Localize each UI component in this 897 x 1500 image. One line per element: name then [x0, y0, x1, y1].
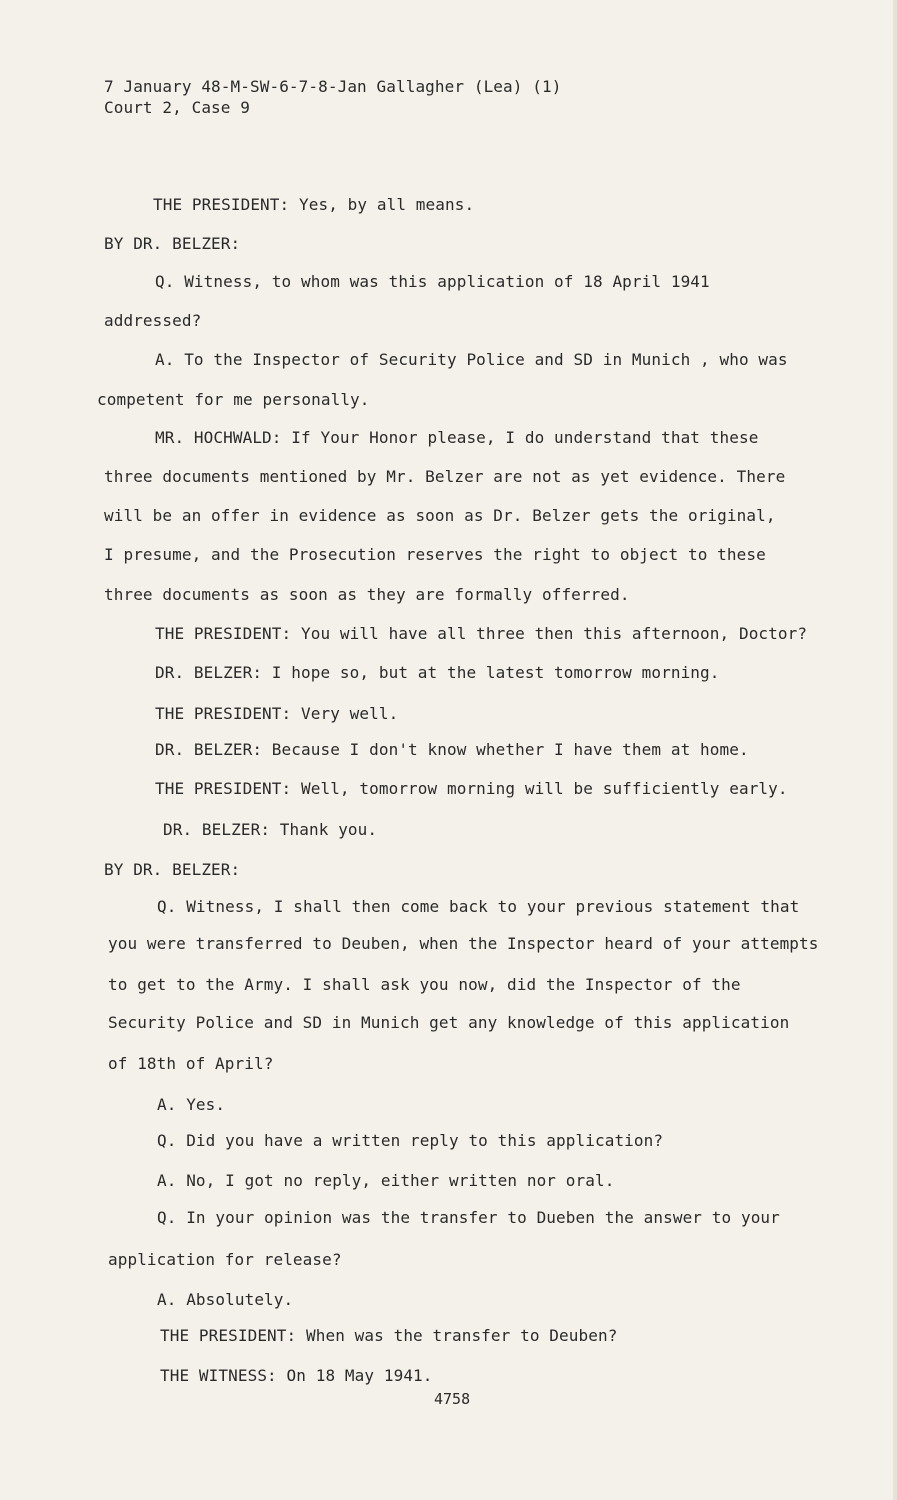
transcript-line: you were transferred to Deuben, when the Inspector heard of your attempts	[108, 934, 819, 953]
transcript-line: DR. BELZER: Thank you.	[163, 820, 378, 839]
transcript-line: MR. HOCHWALD: If Your Honor please, I do understand that these	[155, 428, 759, 447]
transcript-line: A. No, I got no reply, either written nor oral.	[157, 1171, 615, 1190]
transcript-line: addressed?	[104, 311, 202, 330]
header-line-2: Court 2, Case 9	[104, 98, 250, 117]
page-number: 4758	[434, 1390, 471, 1408]
transcript-line: Q. In your opinion was the transfer to Dueben the answer to your	[157, 1208, 780, 1227]
transcript-line: DR. BELZER: I hope so, but at the latest tomorrow morning.	[155, 663, 720, 682]
transcript-line: application for release?	[108, 1250, 342, 1269]
transcript-line: I presume, and the Prosecution reserves the right to object to these	[104, 545, 766, 564]
transcript-line: of 18th of April?	[108, 1054, 274, 1073]
transcript-line: Security Police and SD in Munich get any knowledge of this application	[108, 1013, 790, 1032]
transcript-line: THE PRESIDENT: Very well.	[155, 704, 399, 723]
transcript-line: will be an offer in evidence as soon as Dr. Belzer gets the original,	[104, 506, 776, 525]
transcript-line: BY DR. BELZER:	[104, 234, 241, 253]
transcript-line: THE PRESIDENT: Yes, by all means.	[153, 195, 475, 214]
transcript-line: BY DR. BELZER:	[104, 860, 241, 879]
transcript-line: three documents as soon as they are formally offerred.	[104, 585, 630, 604]
transcript-line: Q. Did you have a written reply to this application?	[157, 1131, 664, 1150]
transcript-line: three documents mentioned by Mr. Belzer are not as yet evidence. There	[104, 467, 786, 486]
transcript-line: Q. Witness, to whom was this application of 18 April 1941	[155, 272, 710, 291]
transcript-line: THE PRESIDENT: Well, tomorrow morning will be sufficiently early.	[155, 779, 788, 798]
transcript-line: A. Yes.	[157, 1095, 226, 1114]
transcript-line: competent for me personally.	[97, 390, 370, 409]
page-edge	[893, 0, 897, 1500]
header-line-1: 7 January 48-M-SW-6-7-8-Jan Gallagher (Lea) (1)	[104, 77, 562, 96]
transcript-line: A. Absolutely.	[157, 1290, 294, 1309]
transcript-line: A. To the Inspector of Security Police and SD in Munich , who was	[155, 350, 788, 369]
transcript-line: to get to the Army. I shall ask you now, did the Inspector of the	[108, 975, 741, 994]
transcript-line: THE PRESIDENT: You will have all three then this afternoon, Doctor?	[155, 624, 808, 643]
transcript-line: Q. Witness, I shall then come back to your previous statement that	[157, 897, 800, 916]
transcript-line: THE WITNESS: On 18 May 1941.	[160, 1366, 433, 1385]
transcript-line: THE PRESIDENT: When was the transfer to Deuben?	[160, 1326, 618, 1345]
transcript-line: DR. BELZER: Because I don't know whether I have them at home.	[155, 740, 749, 759]
